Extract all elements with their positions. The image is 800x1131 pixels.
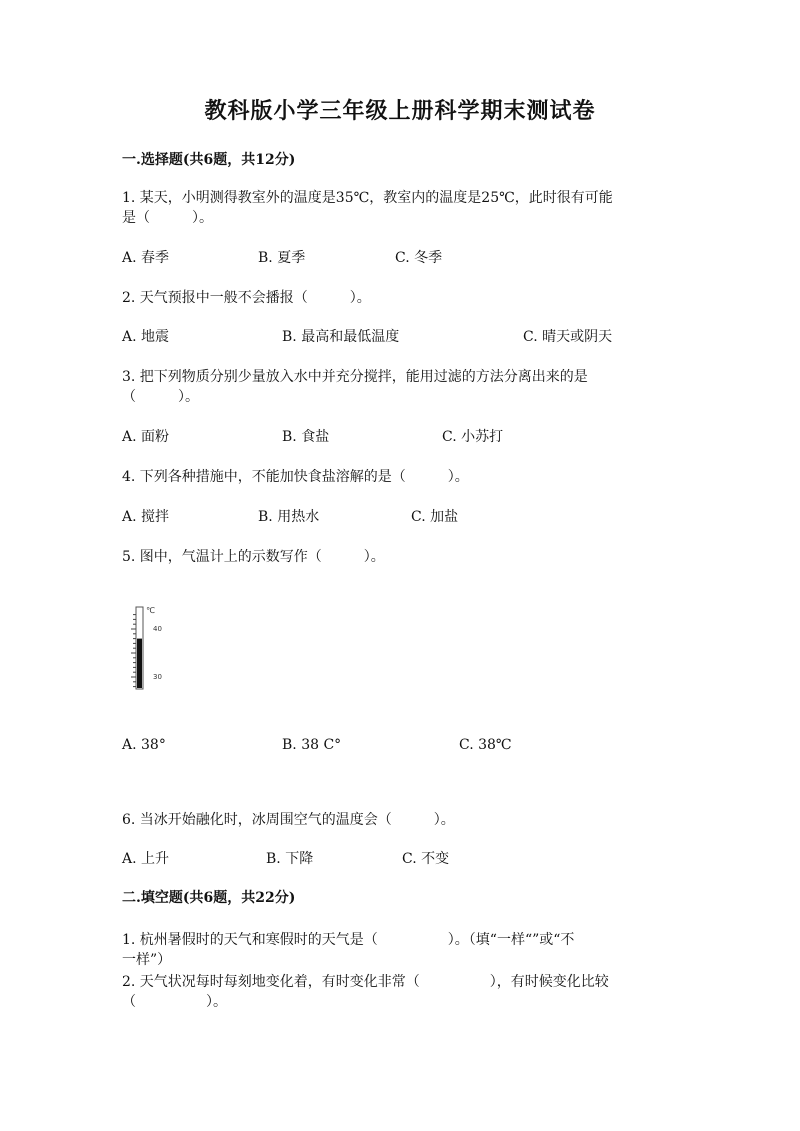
question-6-option-b[interactable]: B. 下降 <box>266 851 314 867</box>
page-title: 教科版小学三年级上册科学期末测试卷 <box>204 98 596 124</box>
question-5-option-c[interactable]: C. 38℃ <box>459 737 512 753</box>
thermometer-tick-40: 40 <box>153 625 162 633</box>
section-heading-choice: 一.选择题(共6题，共12分) <box>122 152 296 168</box>
question-3-option-b[interactable]: B. 食盐 <box>282 429 330 445</box>
question-1-option-b[interactable]: B. 夏季 <box>258 250 306 266</box>
thermometer-figure <box>128 603 178 693</box>
question-5-option-b[interactable]: B. 38 C° <box>282 737 342 753</box>
question-4-option-c[interactable]: C. 加盐 <box>411 509 459 525</box>
fill-1-line-2: 一样”） <box>122 952 172 968</box>
question-6-option-a[interactable]: A. 上升 <box>122 851 170 867</box>
thermometer-mercury <box>137 639 142 688</box>
question-4-option-b[interactable]: B. 用热水 <box>258 509 320 525</box>
question-5-line-1: 5. 图中，气温计上的示数写作（ ）。 <box>122 549 385 565</box>
thermometer-tick-30: 30 <box>153 673 162 681</box>
question-6-line-1: 6. 当冰开始融化时，冰周围空气的温度会（ ）。 <box>122 812 455 828</box>
question-4-line-1: 4. 下列各种措施中，不能加快食盐溶解的是（ ）。 <box>122 469 469 485</box>
question-3-line-1: 3. 把下列物质分别少量放入水中并充分搅拌，能用过滤的方法分离出来的是 <box>122 369 588 385</box>
section-heading-fill: 二.填空题(共6题，共22分) <box>122 890 296 906</box>
question-2-option-b[interactable]: B. 最高和最低温度 <box>282 329 400 345</box>
fill-2-line-2: （ ）。 <box>122 994 227 1010</box>
question-3-line-2: （ ）。 <box>122 389 199 405</box>
fill-2-line-1: 2. 天气状况每时每刻地变化着，有时变化非常（ ），有时候变化比较 <box>122 974 609 990</box>
question-2-option-a[interactable]: A. 地震 <box>122 329 170 345</box>
question-1-option-c[interactable]: C. 冬季 <box>395 250 443 266</box>
question-1-option-a[interactable]: A. 春季 <box>122 250 170 266</box>
question-1-line-2: 是（ ）。 <box>122 210 213 226</box>
question-2-option-c[interactable]: C. 晴天或阴天 <box>523 329 613 345</box>
fill-1-line-1: 1. 杭州暑假时的天气和寒假时的天气是（ ）。（填“一样“”或“不 <box>122 932 575 948</box>
question-4-option-a[interactable]: A. 搅拌 <box>122 509 170 525</box>
thermometer-unit: ℃ <box>146 606 155 615</box>
question-2-line-1: 2. 天气预报中一般不会播报（ ）。 <box>122 290 371 306</box>
question-6-option-c[interactable]: C. 不变 <box>402 851 450 867</box>
question-3-option-a[interactable]: A. 面粉 <box>122 429 170 445</box>
question-1-line-1: 1. 某天，小明测得教室外的温度是35℃，教室内的温度是25℃，此时很有可能 <box>122 190 613 206</box>
question-5-option-a[interactable]: A. 38° <box>122 737 166 753</box>
question-3-option-c[interactable]: C. 小苏打 <box>442 429 504 445</box>
